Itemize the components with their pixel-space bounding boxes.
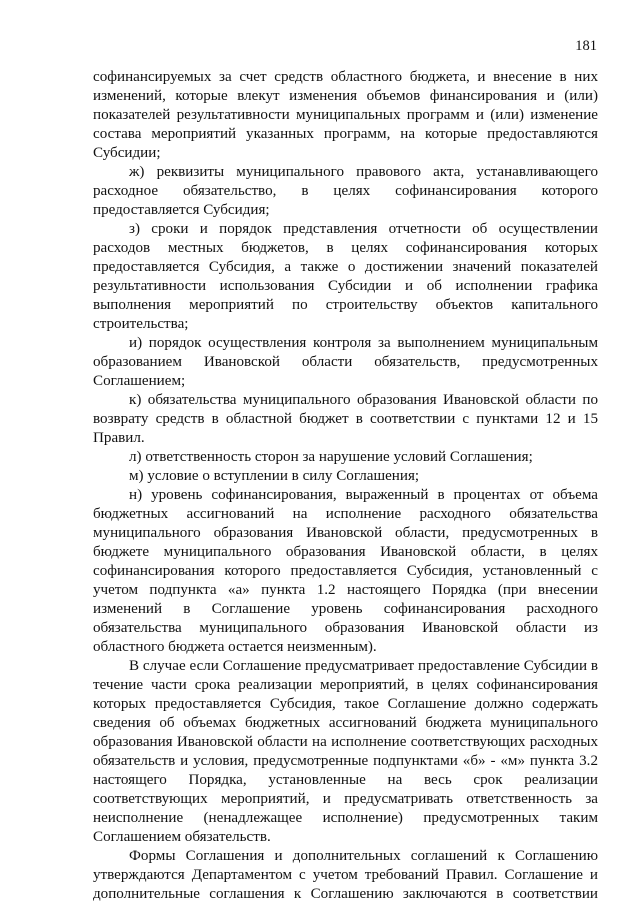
paragraph-item-l: л) ответственность сторон за нарушение условий Соглашения; — [129, 449, 533, 465]
document-body — [93, 68, 598, 904]
paragraph-item-n: н) уровень софинансирования, выраженный в процентах от объема бюджетных ассигнований на исполнение расходного обязательства муниципального образования Ивановской области, предусмотренных в бюджете муниципального образования Ивановской области, в целях софинансирования которого предоставляется Субсидия, установленный с учетом подпункта «а» пункта 1.2 настоящего Порядка (при внесении изменений в Соглашение уровень софинансирования расходного обязательства муниципального образования Ивановской области из областного бюджета остается неизменным). — [93, 487, 598, 655]
paragraph-item-z: з) сроки и порядок представления отчетности об осуществлении расходов местных бюджетов, в целях софинансирования которых предоставляется Субсидия, а также о достижении значений показателей результативности использования Субсидии и об исполнении графика выполнения мероприятий по строительству объектов капитального строительства; — [93, 221, 598, 332]
paragraph-forms: Формы Соглашения и дополнительных соглашений к Соглашению утверждаются Департаментом с учетом требований Правил. Соглашение и дополнительные соглашения к Соглашению заключаются в соответствии — [93, 848, 598, 902]
paragraph-item-zh: ж) реквизиты муниципального правового акта, устанавливающего расходное обязательство, в целях софинансирования которого предоставляется Субсидия; — [93, 164, 598, 218]
page-number: 181 — [575, 38, 597, 54]
paragraph-partial-term: В случае если Соглашение предусматривает предоставление Субсидии в течение части срока реализации мероприятий, в целях софинансирования которых предоставляется Субсидия, такое Соглашение должно содержать сведения об объемах бюджетных ассигнований бюджета муниципального образования Ивановской области на исполнение соответствующих расходных обязательств и условия, предусмотренные подпунктами «б» - «м» пункта 3.2 настоящего Порядка, установленные на весь срок реализации соответствующих мероприятий, и предусматривать ответственность за неисполнение (ненадлежащее исполнение) предусмотренных таким Соглашением обязательств. — [93, 658, 598, 845]
paragraph-continuation: софинансируемых за счет средств областного бюджета, и внесение в них изменений, которые влекут изменения объемов финансирования и (или) показателей результативности муниципальных программ и (или) изменение состава мероприятий указанных программ, на которые предоставляются Субсидии; — [93, 69, 598, 161]
paragraph-item-k: к) обязательства муниципального образования Ивановской области по возврату средств в областной бюджет в соответствии с пунктами 12 и 15 Правил. — [93, 392, 598, 446]
paragraph-item-i: и) порядок осуществления контроля за выполнением муниципальным образованием Ивановской области обязательств, предусмотренных Соглашением; — [93, 335, 598, 389]
paragraph-item-m: м) условие о вступлении в силу Соглашения; — [129, 468, 420, 484]
